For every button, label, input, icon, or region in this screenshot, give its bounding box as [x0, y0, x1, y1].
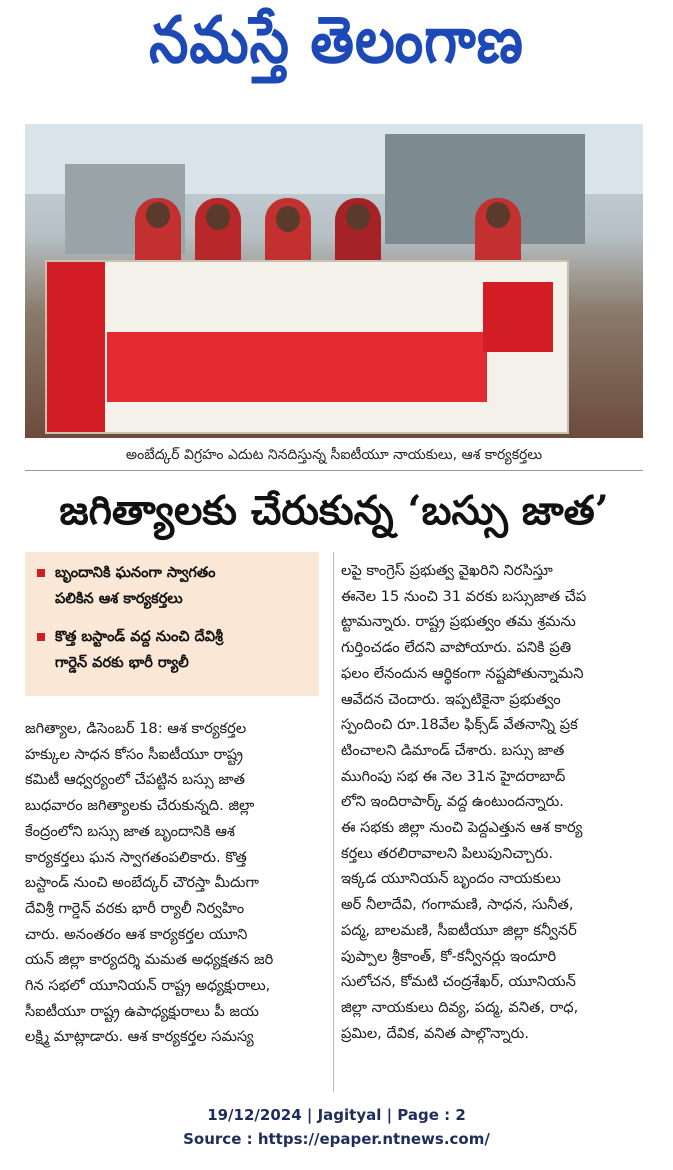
article-line: లక్ష్మి మాట్లాడారు. ఆశ కార్యకర్తల సమస్య	[25, 1028, 254, 1046]
article-line: ప్రమిల, దేవిక, వనిత పాల్గొన్నారు.	[341, 1024, 529, 1042]
article-line: బుధవారం జగిత్యాలకు చేరుకున్నది. జిల్లా	[25, 797, 255, 815]
article-line: కర్తలు తరలిరావాలని పిలుపునిచ్చారు.	[341, 844, 553, 862]
article-line: కమిటీ ఆధ్వర్యంలో చేపట్టిన బస్సు జాత	[25, 771, 245, 789]
banner-title-band	[107, 332, 487, 402]
article-line: ఈనెల 15 నుంచి 31 వరకు బస్సుజాత చేప	[341, 587, 587, 605]
article-line: హక్కుల సాధన కోసం సీఐటీయూ రాష్ట్ర	[25, 745, 244, 763]
article-line: బస్టాండ్ నుంచి అంబేద్కర్ చౌరస్తా మీదుగా	[25, 874, 259, 892]
highlights-box	[25, 552, 319, 696]
article-line: లోని ఇందిరాపార్క్ వద్ద ఉంటుందన్నారు.	[341, 793, 564, 811]
article-column-left	[25, 716, 325, 1050]
photo-person-head	[276, 206, 300, 232]
article-line: ముగింపు సభ ఈ నెల 31న హైదరాబాద్	[341, 767, 566, 785]
footer-date-page: 19/12/2024 | Jagityal | Page : 2	[207, 1106, 466, 1124]
newspaper-masthead	[0, 0, 673, 120]
photo-person-head	[146, 202, 170, 228]
article-line: స్పందించి రూ.18వేల ఫిక్స్‌డ్ వేతనాన్ని ప్రక	[341, 716, 578, 734]
article-line: ఈ సభకు జిల్లా నుంచి పెద్దఎత్తున ఆశ కార్య	[341, 819, 583, 837]
column-divider	[333, 552, 334, 1092]
article-line: లపై కాంగ్రెస్ ప్రభుత్వ వైఖరిని నిరసిస్తూ	[341, 562, 553, 579]
article-headline: జగిత్యాలకు చేరుకున్న ‘బస్సు జాత’	[59, 487, 609, 534]
article-column-right	[341, 558, 643, 1046]
article-line: ఫలం లేనందున ఆర్థికంగా నష్టపోతున్నామని	[341, 664, 584, 682]
article-line: చారు. అనంతరం ఆశ కార్యకర్తల యూని	[25, 925, 248, 943]
article-line: అర్ నీలాదేవి, గంగామణి, సాధన, సునీత,	[341, 896, 574, 914]
news-photo	[25, 124, 643, 438]
highlight-item	[35, 560, 309, 612]
photo-person-head	[206, 204, 230, 230]
photo-caption: అంబేద్కర్ విగ్రహం ఎదుట నినదిస్తున్న సీఐటీయూ నాయకులు, ఆశ కార్యకర్తలు	[25, 440, 643, 471]
article-line: కేంద్రంలోని బస్సు జాత బృందానికి ఆశ	[25, 822, 235, 840]
highlight-line: పలికిన ఆశ కార్యకర్తలు	[55, 591, 183, 607]
article-line: సులోచన, కోమటి చంద్రశేఖర్, యూనియన్	[341, 973, 576, 991]
bullet-icon	[37, 569, 45, 577]
article-line: పుప్పాల శ్రీకాంత్, కో-కన్వీనర్లు ఇందూరి	[341, 947, 557, 965]
highlight-item	[35, 624, 309, 676]
article-line: ఆవేదన చెందారు. ఇప్పటికైనా ప్రభుత్వం	[341, 690, 561, 708]
highlight-line: గార్డెన్ వరకు భారీ ర్యాలీ	[55, 655, 189, 671]
citu-side-panel	[47, 262, 105, 432]
article-line: జగిత్యాల, డిసెంబర్ 18: ఆశ కార్యకర్తల	[25, 720, 247, 737]
masthead-title: నమస్తే తెలంగాణ	[149, 2, 524, 78]
article-line: గిన సభలో యూనియన్ రాష్ట్ర అధ్యక్షురాలు,	[25, 977, 271, 995]
highlight-line: కొత్త బస్టాండ్ వద్ద నుంచి దేవిశ్రీ	[55, 629, 224, 645]
article-line: ఇక్కడ యూనియన్ బృందం నాయకులు	[341, 870, 561, 888]
article-line: దేవిశ్రీ గార్డెన్ వరకు భారీ ర్యాలీ నిర్వహిం	[25, 899, 245, 917]
article-line: కార్యకర్తలు ఘన స్వాగతంపలికారు. కొత్త	[25, 848, 247, 866]
highlight-line: బృందానికి ఘనంగా స్వాగతం	[55, 565, 216, 581]
bullet-icon	[37, 633, 45, 641]
photo-person-head	[486, 202, 510, 228]
article-line: జిల్లా నాయకులు దివ్య, పద్మ, వనిత, రాధ,	[341, 998, 579, 1016]
footer-source: Source : https://epaper.ntnews.com/	[183, 1130, 490, 1148]
article-line: సీఐటీయూ రాష్ట్ర ఉపాధ్యక్షురాలు పీ జయ	[25, 1002, 259, 1020]
article-line: యన్ జిల్లా కార్యదర్శి మమత అధ్యక్షతన జరి	[25, 951, 274, 969]
article-line: ట్టామన్నారు. రాష్ట్ర ప్రభుత్వం తమ శ్రమను	[341, 613, 576, 631]
article-line: గుర్తించడం లేదని వాపోయారు. పనికి ప్రతి	[341, 639, 572, 657]
hammer-sickle-icon	[483, 282, 553, 352]
article-line: పద్మ, బాలమణి, సీఐటీయూ జిల్లా కన్వీనర్	[341, 921, 577, 939]
article-line: టించాలని డిమాండ్ చేశారు. బస్సు జాత	[341, 741, 565, 759]
photo-person-head	[346, 204, 370, 230]
protest-banner	[45, 260, 569, 434]
